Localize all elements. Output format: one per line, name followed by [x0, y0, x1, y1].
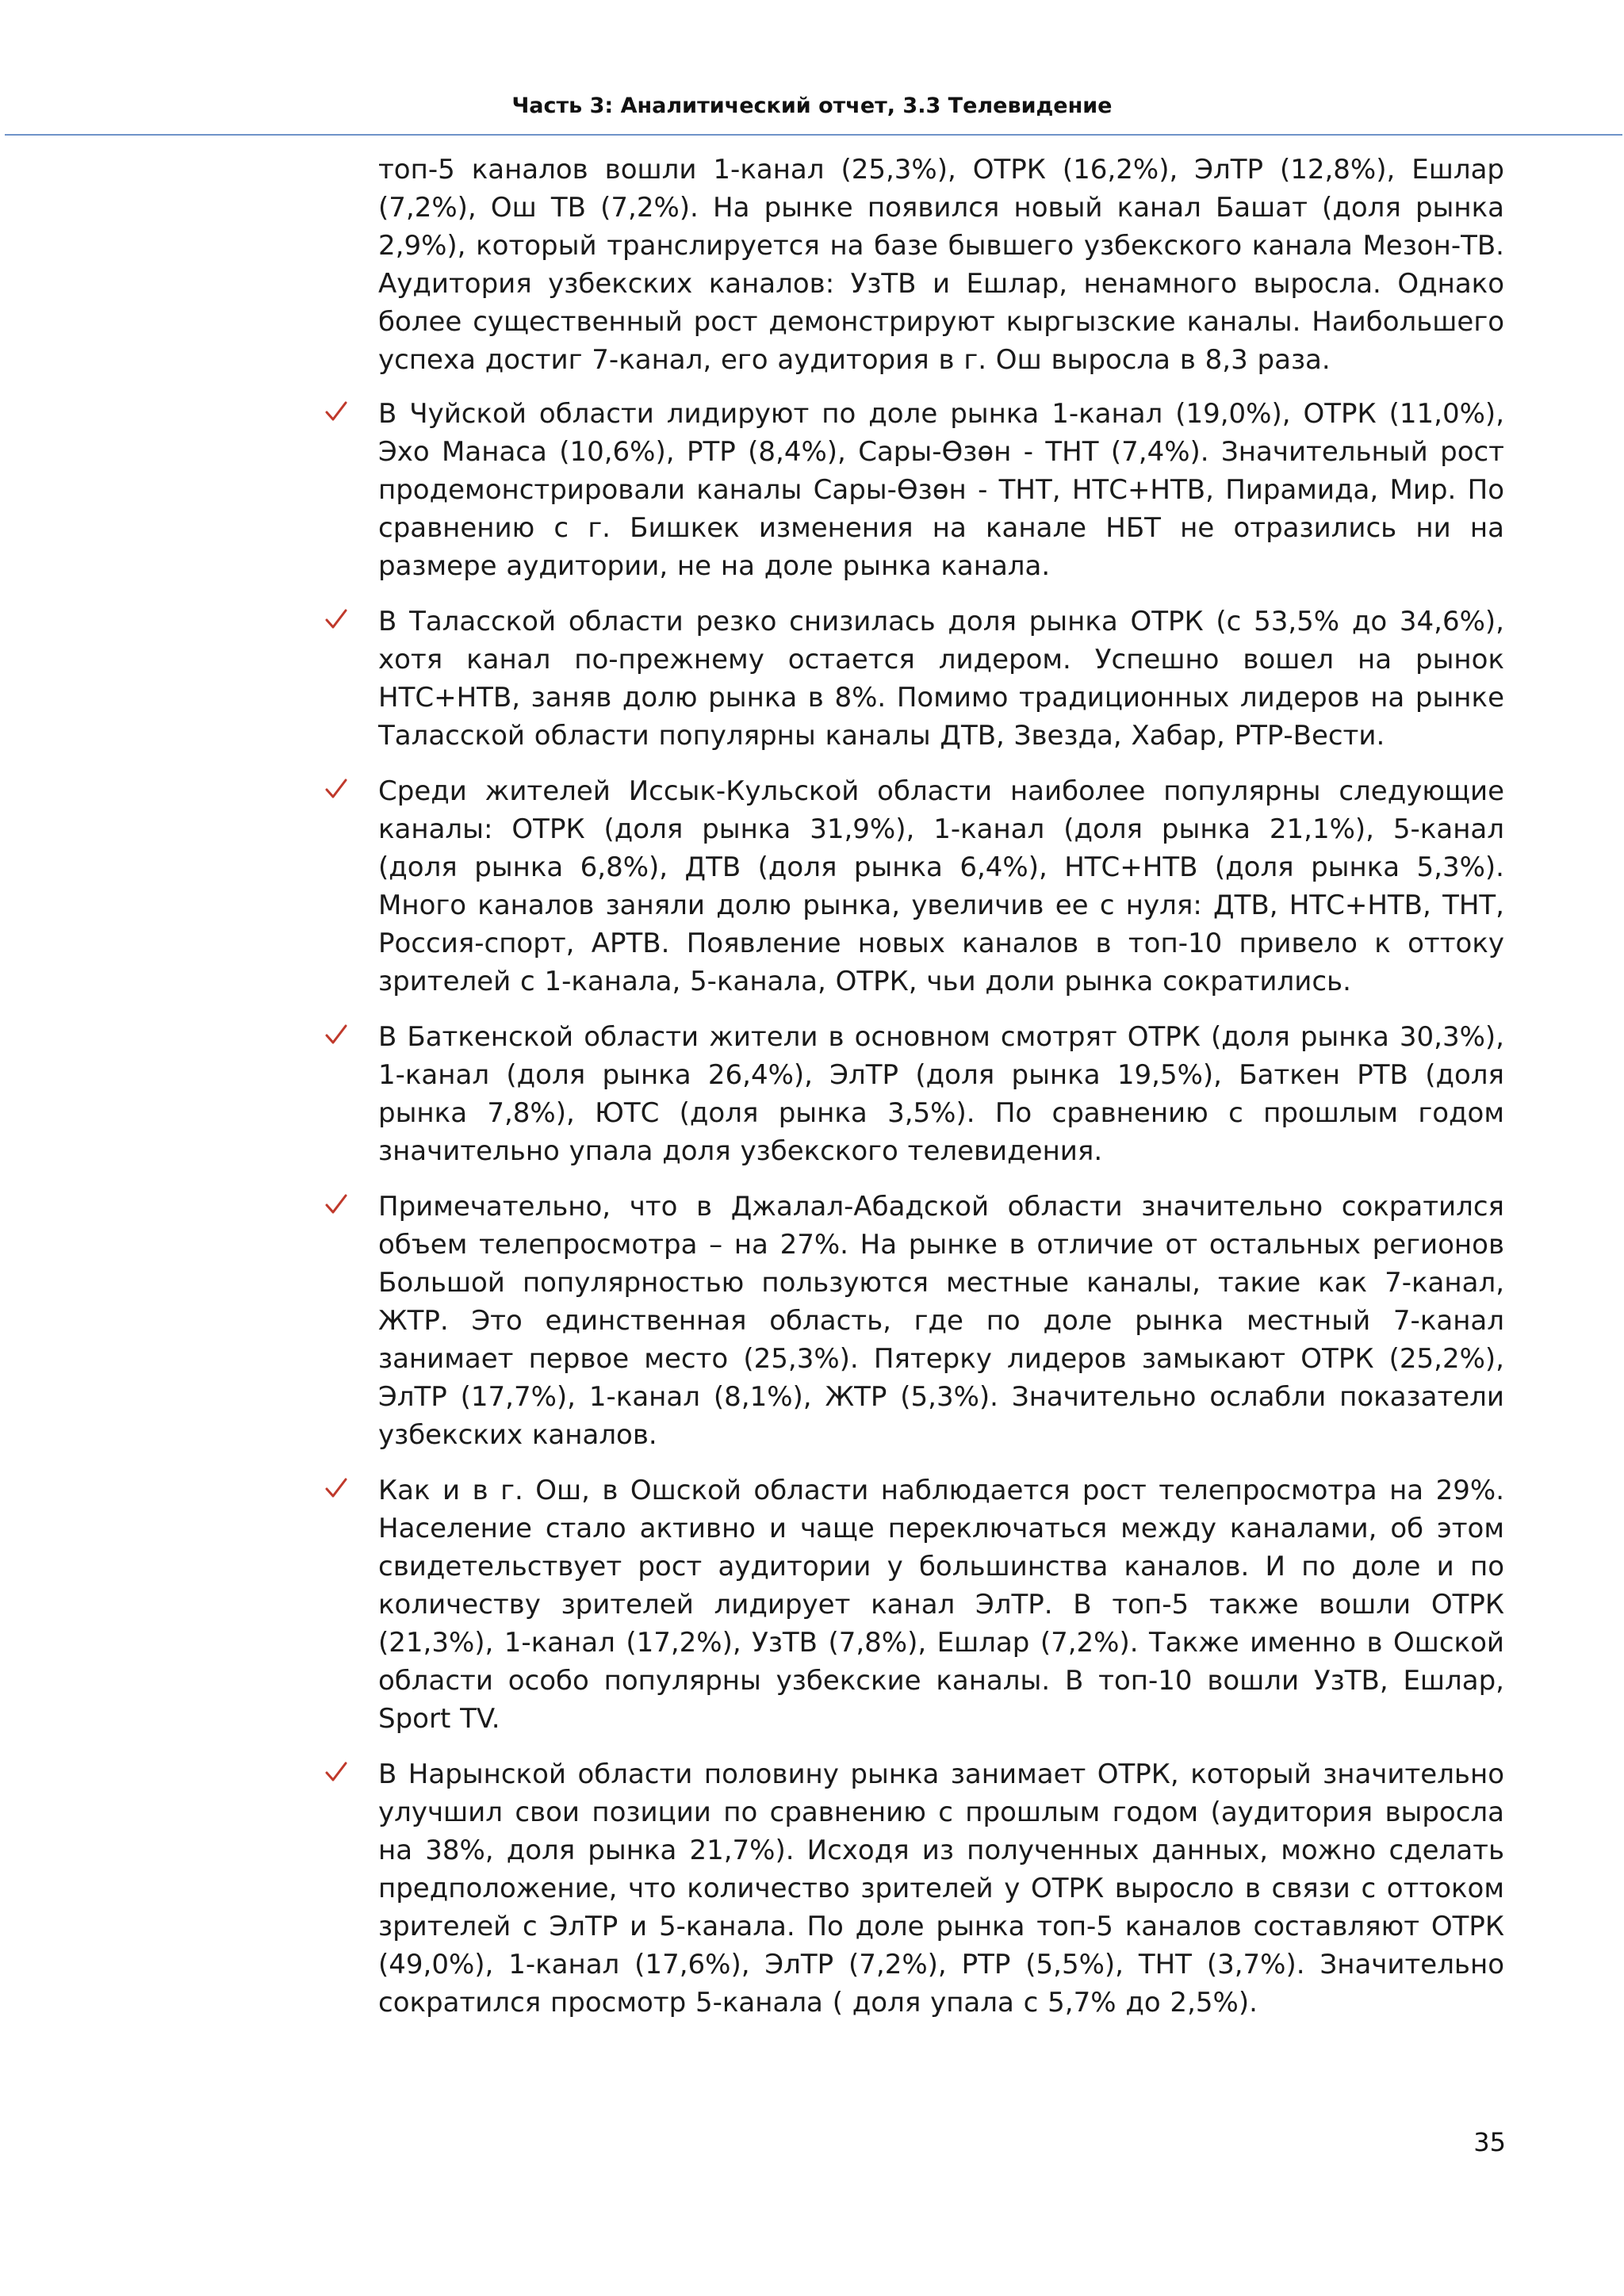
bullet-item-talas [378, 603, 1504, 755]
checkmark-icon [324, 400, 348, 423]
bullet-item-batken [378, 1018, 1504, 1170]
page-number: 35 [1473, 2127, 1506, 2157]
checkmark-icon [324, 1023, 348, 1047]
bullet-text: Как и в г. Ош, в Ошской области наблюдается рост телепросмотра на 29%. Население стало активно и чаще переключаться между каналами, об этом свидетельствует рост аудитории у большинства каналов. И по доле и по количеству зрителей лидирует канал ЭлТР. В топ-5 также вошли ОТРК (21,3%), 1-канал (17,2%), УзТВ (7,8%), Ешлар (7,2%). Также именно в Ошской области особо популярны узбекские каналы. В топ-10 вошли УзТВ, Ешлар, Sport TV. [378, 1475, 1504, 1735]
bullet-text: В Таласской области резко снизилась доля рынка ОТРК (с 53,5% до 34,6%), хотя канал по-прежнему остается лидером. Успешно вошел на рынок НТС+НТВ, заняв долю рынка в 8%. Помимо традиционных лидеров на рынке Таласской области популярны каналы ДТВ, Звезда, Хабар, РТР-Вести. [378, 606, 1504, 752]
bullet-item-osh-region [378, 1471, 1504, 1738]
intro-paragraph: топ-5 каналов вошли 1-канал (25,3%), ОТРК (16,2%), ЭлТР (12,8%), Ешлар (7,2%), Ош ТВ (7,2%). На рынке появился новый канал Башат (доля рынка 2,9%), который транслируется на базе бывшего узбекского канала Мезон-ТВ. Аудитория узбекских каналов: УзТВ и Ешлар, ненамного выросла. Однако более существенный рост демонстрируют кыргызские каналы. Наибольшего успеха достиг 7-канал, его аудитория в г. Ош выросла в 8,3 раза. [378, 154, 1504, 376]
checkmark-icon [324, 1476, 348, 1500]
page-header-title: Часть 3: Аналитический отчет, 3.3 Телевидение [511, 94, 1113, 118]
bullet-item-chuy [378, 395, 1504, 585]
checkmark-icon [324, 607, 348, 631]
checkmark-icon [324, 1192, 348, 1216]
checkmark-icon [324, 777, 348, 801]
header-divider [5, 134, 1622, 136]
bullet-text: В Баткенской области жители в основном смотрят ОТРК (доля рынка 30,3%), 1-канал (доля рынка 26,4%), ЭлТР (доля рынка 19,5%), Баткен РТВ (доля рынка 7,8%), ЮТС (доля рынка 3,5%). По сравнению с прошлым годом значительно упала доля узбекского телевидения. [378, 1021, 1504, 1167]
bullet-text: Примечательно, что в Джалал-Абадской области значительно сократился объем телепросмотра – на 27%. На рынке в отличие от остальных регионов Большой популярностью пользуются местные каналы, такие как 7-канал, ЖТР. Это единственная область, где по доле рынка местный 7-канал занимает первое место (25,3%). Пятерку лидеров замыкают ОТРК (25,2%), ЭлТР (17,7%), 1-канал (8,1%), ЖТР (5,3%). Значительно ослабли показатели узбекских каналов. [378, 1191, 1504, 1451]
checkmark-icon [324, 1760, 348, 1784]
document-body [378, 151, 1504, 2039]
bullet-item-issyk-kul [378, 772, 1504, 1001]
bullet-text: Среди жителей Иссык-Кульской области наиболее популярны следующие каналы: ОТРК (доля рынка 31,9%), 1-канал (доля рынка 21,1%), 5-канал (доля рынка 6,8%), ДТВ (доля рынка 6,4%), НТС+НТВ (доля рынка 5,3%). Много каналов заняли долю рынка, увеличив ее с нуля: ДТВ, НТС+НТВ, ТНТ, Россия-спорт, АРТВ. Появление новых каналов в топ-10 привело к оттоку зрителей с 1-канала, 5-канала, ОТРК, чьи доли рынка сократились. [378, 775, 1504, 997]
bullet-text: В Нарынской области половину рынка занимает ОТРК, который значительно улучшил свои позиции по сравнению с прошлым годом (аудитория выросла на 38%, доля рынка 21,7%). Исходя из полученных данных, можно сделать предположение, что количество зрителей у ОТРК выросло в связи с оттоком зрителей с ЭлТР и 5-канала. По доле рынка топ-5 каналов составляют ОТРК (49,0%), 1-канал (17,6%), ЭлТР (7,2%), РТР (5,5%), ТНТ (3,7%). Значительно сократился просмотр 5-канала ( доля упала с 5,7% до 2,5%). [378, 1758, 1504, 2019]
bullet-item-naryn [378, 1755, 1504, 2022]
bullet-text: В Чуйской области лидируют по доле рынка 1-канал (19,0%), ОТРК (11,0%), Эхо Манаса (10,6%), РТР (8,4%), Сары-Өзөн - ТНТ (7,4%). Значительный рост продемонстрировали каналы Сары-Өзөн - ТНТ, НТС+НТВ, Пирамида, Мир. По сравнению с г. Бишкек изменения на канале НБТ не отразились ни на размере аудитории, не на доле рынка канала. [378, 398, 1504, 582]
bullet-item-jalal-abad [378, 1188, 1504, 1454]
